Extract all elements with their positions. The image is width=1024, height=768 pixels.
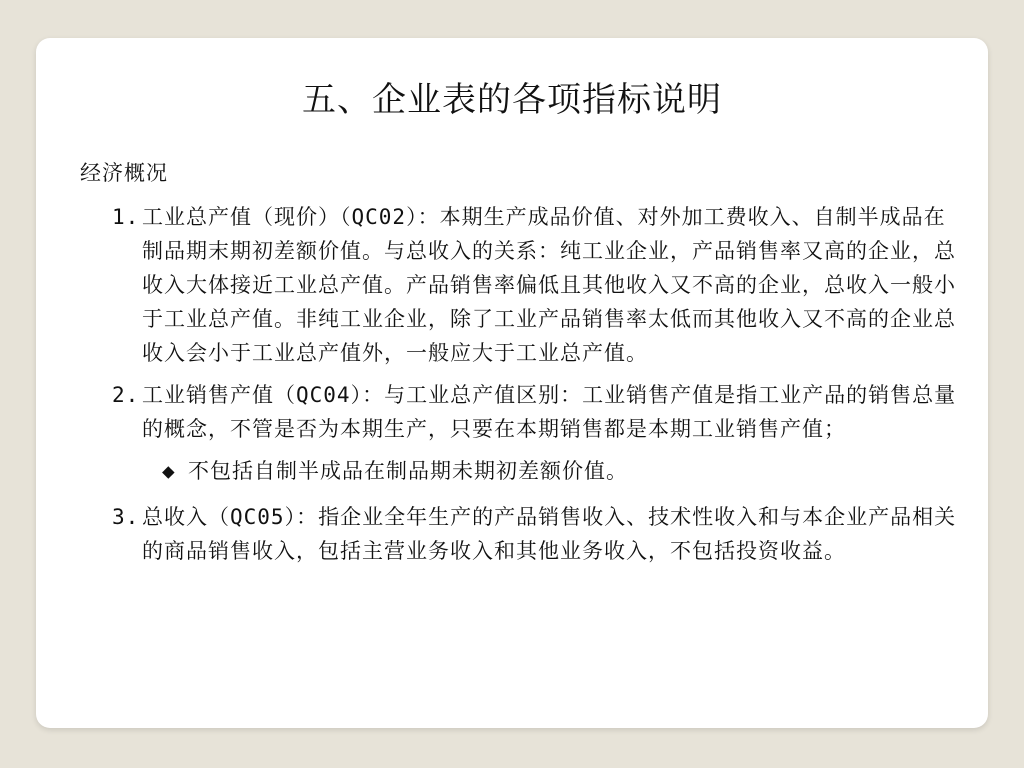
indicator-list [112,200,964,576]
item-text: 工业总产值（现价）（QC02）：本期生产成品价值、对外加工费收入、自制半成品在制品期末期初差额价值。与总收入的关系：纯工业企业，产品销售率又高的企业，总收入大体接近工业总产值。产品销售率偏低且其他收入又不高的企业，总收入一般小于工业总产值。非纯工业企业，除了工业产品销售率太低而其他收入又不高的企业总收入会小于工业总产值外，一般应大于工业总产值。 [142,205,956,365]
list-item-sales-output [112,378,964,446]
list-item-total-income [112,500,964,568]
diamond-bullet-icon: ◆ [162,459,176,483]
sub-item-text: 不包括自制半成品在制品期未期初差额价值。 [188,459,628,483]
sub-item-note [162,454,964,488]
section-heading: 经济概况 [80,161,168,185]
slide-card [36,38,988,728]
item-text: 总收入（QC05）：指企业全年生产的产品销售收入、技术性收入和与本企业产品相关的商品销售收入，包括主营业务收入和其他业务收入，不包括投资收益。 [142,505,957,563]
slide-title: 五、企业表的各项指标说明 [302,80,722,120]
list-item-gross-output [112,200,964,370]
item-number: 3. [112,505,140,529]
item-text: 工业销售产值（QC04）：与工业总产值区别：工业销售产值是指工业产品的销售总量的概念，不管是否为本期生产，只要在本期销售都是本期工业销售产值； [142,383,957,441]
item-number: 2. [112,383,140,407]
item-number: 1. [112,205,140,229]
